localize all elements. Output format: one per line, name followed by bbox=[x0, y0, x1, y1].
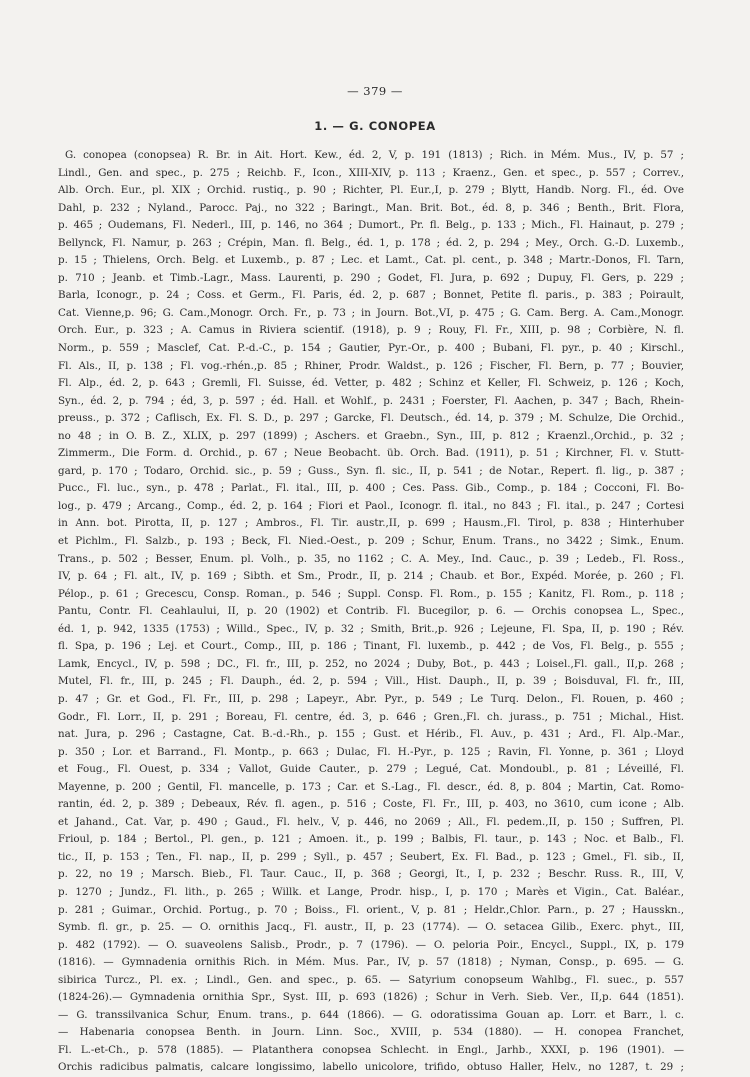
text-line: Pucc., Fl. luc., syn., p. 478 ; Parlat., Fl. ital., III, p. 400 ; Ces. Pass. Gib., Comp., p. 184 ; Cocconi, Fl. Bo- bbox=[58, 482, 684, 495]
text-line: Orchis radicibus palmatis, calcare longissimo, labello unicolore, trifido, obtuso Haller, Helv., no 1287, t. 29 ; bbox=[58, 1061, 684, 1074]
text-line: (1816). — Gymnadenia ornithis Rich. in Mém. Mus. Par., IV, p. 57 (1818) ; Nyman, Consp., p. 695. — G. bbox=[58, 956, 684, 969]
text-line: p. 482 (1792). — O. suaveolens Salisb., Prodr., p. 7 (1796). — O. peloria Poir., Encycl., Suppl., IX, p. 179 bbox=[58, 938, 684, 951]
text-line: Mayenne, p. 200 ; Gentil, Fl. mancelle, p. 173 ; Car. et S.-Lag., Fl. descr., éd. 8, p. 804 ; Martin, Cat. Romo- bbox=[58, 780, 684, 793]
text-line: Pélop., p. 61 ; Grecescu, Consp. Roman., p. 546 ; Suppl. Consp. Fl. Rom., p. 155 ; Kanitz, Fl. Rom., p. 118 ; bbox=[58, 587, 684, 600]
text-line: Trans., p. 502 ; Besser, Enum. pl. Volh., p. 35, no 1162 ; C. A. Mey., Ind. Cauc., p. 39 ; Ledeb., Fl. Ross., bbox=[58, 552, 684, 565]
text-line: Fl. Alp., éd. 2, p. 643 ; Gremli, Fl. Suisse, éd. Vetter, p. 482 ; Schinz et Keller, Fl. Schweiz, p. 126 ; Koch, bbox=[58, 377, 684, 390]
text-line: Fl. Als., II, p. 138 ; Fl. vog.-rhén.,p. 85 ; Rhiner, Prodr. Waldst., p. 126 ; Fischer, Fl. Bern, p. 77 ; Bouvier, bbox=[58, 359, 684, 372]
section-heading: 1. — G. CONOPEA bbox=[314, 119, 436, 133]
text-line: Zimmerm., Die Form. d. Orchid., p. 67 ; Neue Beobacht. üb. Orch. Bad. (1911), p. 51 ; Kirchner, Fl. v. Stutt- bbox=[58, 447, 684, 460]
text-line: Mutel, Fl. fr., III, p. 245 ; Fl. Dauph., éd. 2, p. 594 ; Vill., Hist. Dauph., II, p. 39 ; Boisduval, Fl. fr., III, bbox=[58, 675, 684, 688]
text-line: p. 350 ; Lor. et Barrand., Fl. Montp., p. 663 ; Dulac, Fl. H.-Pyr., p. 125 ; Ravin, Fl. Yonne, p. 361 ; Lloyd bbox=[58, 745, 684, 758]
text-line: sibirica Turcz., Pl. ex. ; Lindl., Gen. and spec., p. 65. — Satyrium conopseum Wahlbg., Fl. suec., p. 557 bbox=[58, 973, 684, 986]
text-line: et Foug., Fl. Ouest, p. 334 ; Vallot, Guide Cauter., p. 279 ; Legué, Cat. Mondoubl., p. 81 ; Léveillé, Fl. bbox=[58, 763, 684, 776]
text-line: G. conopea (conopsea) R. Br. in Ait. Hort. Kew., éd. 2, V, p. 191 (1813) ; Rich. in Mém. Mus., IV, p. 57 ; bbox=[65, 149, 684, 161]
text-line: — G. transsilvanica Schur, Enum. trans., p. 644 (1866). — G. odoratissima Gouan ap. Lorr. et Barr., l. c. bbox=[58, 1008, 684, 1021]
text-line: Barla, Iconogr., p. 24 ; Coss. et Germ., Fl. Paris, éd. 2, p. 687 ; Bonnet, Petite fl. paris., p. 383 ; Poirault, bbox=[58, 289, 684, 302]
text-line: no 48 ; in O. B. Z., XLIX, p. 297 (1899) ; Aschers. et Graebn., Syn., III, p. 812 ; Kraenzl.,Orchid., p. 32 ; bbox=[58, 429, 684, 442]
text-line: et Pichlm., Fl. Salzb., p. 193 ; Beck, Fl. Nied.-Oest., p. 209 ; Schur, Enum. Trans., no 3422 ; Simk., Enum. bbox=[58, 535, 684, 548]
text-line: p. 1270 ; Jundz., Fl. lith., p. 265 ; Willk. et Lange, Prodr. hisp., I, p. 170 ; Marès et Vigin., Cat. Baléar., bbox=[58, 885, 684, 898]
text-line: p. 281 ; Guimar., Orchid. Portug., p. 70 ; Boiss., Fl. orient., V, p. 81 ; Heldr.,Chlor. Parn., p. 27 ; Hausskn., bbox=[58, 903, 684, 916]
text-line: gard, p. 170 ; Todaro, Orchid. sic., p. 59 ; Guss., Syn. fl. sic., II, p. 541 ; de Notar., Repert. fl. lig., p. 387 ; bbox=[58, 464, 684, 477]
text-line: p. 22, no 19 ; Marsch. Bieb., Fl. Taur. Cauc., II, p. 368 ; Georgi, It., I, p. 232 ; Beschr. Russ. R., III, V, bbox=[58, 868, 684, 881]
text-line: Lindl., Gen. and spec., p. 275 ; Reichb. F., Icon., XIII-XIV, p. 113 ; Kraenz., Gen. et spec., p. 557 ; Correv., bbox=[58, 166, 684, 179]
text-line: éd. 1, p. 942, 1335 (1753) ; Willd., Spec., IV, p. 32 ; Smith, Brit.,p. 926 ; Lejeune, Fl. Spa, II, p. 190 ; Rév. bbox=[58, 622, 684, 635]
text-line: Godr., Fl. Lorr., II, p. 291 ; Boreau, Fl. centre, éd. 3, p. 646 ; Gren.,Fl. ch. jurass., p. 751 ; Michal., Hist. bbox=[58, 710, 684, 723]
text-line: IV, p. 64 ; Fl. alt., IV, p. 169 ; Sibth. et Sm., Prodr., II, p. 214 ; Chaub. et Bor., Expéd. Morée, p. 260 ; Fl. bbox=[58, 570, 684, 583]
text-line: Syn., éd. 2, p. 794 ; éd, 3, p. 597 ; éd. Hall. et Wohlf., p. 2431 ; Foerster, Fl. Aachen, p. 347 ; Bach, Rhein- bbox=[58, 394, 684, 407]
text-line: p. 710 ; Jeanb. et Timb.-Lagr., Mass. Laurenti, p. 290 ; Godet, Fl. Jura, p. 692 ; Dupuy, Fl. Gers, p. 229 ; bbox=[58, 271, 684, 284]
text-line: Lamk, Encycl., IV, p. 598 ; DC., Fl. fr., III, p. 252, no 2024 ; Duby, Bot., p. 443 ; Loisel.,Fl. gall., II,p. 268 ; bbox=[58, 657, 684, 670]
text-line: Cat. Vienne,p. 96; G. Cam.,Monogr. Orch. Fr., p. 73 ; in Journ. Bot.,VI, p. 475 ; G. Cam. Berg. A. Cam.,Monogr. bbox=[58, 306, 684, 319]
text-line: et Jahand., Cat. Var, p. 490 ; Gaud., Fl. helv., V, p. 446, no 2069 ; All., Fl. pedem.,II, p. 150 ; Suffren, Pl. bbox=[58, 815, 684, 828]
page-number: — 379 — bbox=[347, 84, 403, 98]
text-line: preuss., p. 372 ; Caflisch, Ex. Fl. S. D., p. 297 ; Garcke, Fl. Deutsch., éd. 14, p. 379 ; M. Schulze, Die Orchid., bbox=[58, 412, 684, 425]
text-line: Orch. Eur., p. 323 ; A. Camus in Riviera scientif. (1918), p. 9 ; Rouy, Fl. Fr., XIII, p. 98 ; Corbière, N. fl. bbox=[58, 324, 684, 337]
text-line: p. 15 ; Thielens, Orch. Belg. et Luxemb., p. 87 ; Lec. et Lamt., Cat. pl. cent., p. 348 ; Martr.-Donos, Fl. Tarn, bbox=[58, 254, 684, 267]
text-line: Dahl, p. 232 ; Nyland., Parocc. Paj., no 322 ; Baringt., Man. Brit. Bot., éd. 8, p. 346 ; Benth., Brit. Flora, bbox=[58, 201, 684, 214]
text-line: Fl. L.-et-Ch., p. 578 (1885). — Platanthera conopsea Schlecht. in Engl., Jarhb., XXXI, p. 196 (1901). — bbox=[58, 1043, 684, 1056]
synonymy-paragraph bbox=[58, 147, 684, 1077]
text-line: log., p. 479 ; Arcang., Comp., éd. 2, p. 164 ; Fiori et Paol., Iconogr. fl. ital., no 843 ; Fl. ital., p. 247 ; Cortesi bbox=[58, 499, 684, 512]
text-line: in Ann. bot. Pirotta, II, p. 127 ; Ambros., Fl. Tir. austr.,II, p. 699 ; Hausm.,Fl. Tirol, p. 838 ; Hinterhuber bbox=[58, 517, 684, 530]
text-line: (1824-26).— Gymnadenia ornithia Spr., Syst. III, p. 693 (1826) ; Schur in Verh. Sieb. Ver., II,p. 644 (1851). bbox=[58, 991, 684, 1004]
text-line: Pantu, Contr. Fl. Ceahlaului, II, p. 20 (1902) et Contrib. Fl. Bucegilor, p. 6. — Orchis conopsea L., Spec., bbox=[58, 605, 684, 618]
text-line: tic., II, p. 153 ; Ten., Fl. nap., II, p. 299 ; Syll., p. 457 ; Seubert, Ex. Fl. Bad., p. 123 ; Gmel., Fl. sib., II, bbox=[58, 850, 684, 863]
text-line: Alb. Orch. Eur., pl. XIX ; Orchid. rustiq., p. 90 ; Richter, Pl. Eur.,I, p. 279 ; Blytt, Handb. Norg. Fl., éd. Ove bbox=[58, 184, 684, 197]
text-line: nat. Jura, p. 296 ; Castagne, Cat. B.-d.-Rh., p. 155 ; Gust. et Hérib., Fl. Auv., p. 431 ; Ard., Fl. Alp.-Mar., bbox=[58, 728, 684, 741]
text-line: fl. Spa, p. 196 ; Lej. et Court., Comp., III, p. 186 ; Tinant, Fl. luxemb., p. 442 ; de Vos, Fl. Belg., p. 555 ; bbox=[58, 640, 684, 653]
text-line: p. 465 ; Oudemans, Fl. Nederl., III, p. 146, no 364 ; Dumort., Pr. fl. Belg., p. 133 ; Mich., Fl. Hainaut, p. 279 ; bbox=[58, 219, 684, 232]
text-line: rantin, éd. 2, p. 389 ; Debeaux, Rév. fl. agen., p. 516 ; Coste, Fl. Fr., III, p. 403, no 3610, cum icone ; Alb. bbox=[58, 798, 684, 811]
text-line: Frioul, p. 184 ; Bertol., Pl. gen., p. 121 ; Amoen. it., p. 199 ; Balbis, Fl. taur., p. 143 ; Noc. et Balb., Fl. bbox=[58, 833, 684, 846]
text-line: Bellynck, Fl. Namur, p. 263 ; Crépin, Man. fl. Belg., éd. 1, p. 178 ; éd. 2, p. 294 ; Mey., Orch. G.-D. Luxemb., bbox=[58, 236, 684, 249]
text-line: Norm., p. 559 ; Masclef, Cat. P.-d.-C., p. 154 ; Gautier, Pyr.-Or., p. 400 ; Bubani, Fl. pyr., p. 40 ; Kirschl., bbox=[58, 342, 684, 355]
text-line: p. 47 ; Gr. et God., Fl. Fr., III, p. 298 ; Lapeyr., Abr. Pyr., p. 549 ; Le Turq. Delon., Fl. Rouen, p. 460 ; bbox=[58, 692, 684, 705]
text-line: — Habenaria conopsea Benth. in Journ. Linn. Soc., XVIII, p. 534 (1880). — H. conopea Franchet, bbox=[58, 1026, 684, 1039]
text-line: Symb. fl. gr., p. 25. — O. ornithis Jacq., Fl. austr., II, p. 23 (1774). — O. setacea Gilib., Exerc. phyt., III, bbox=[58, 921, 684, 934]
